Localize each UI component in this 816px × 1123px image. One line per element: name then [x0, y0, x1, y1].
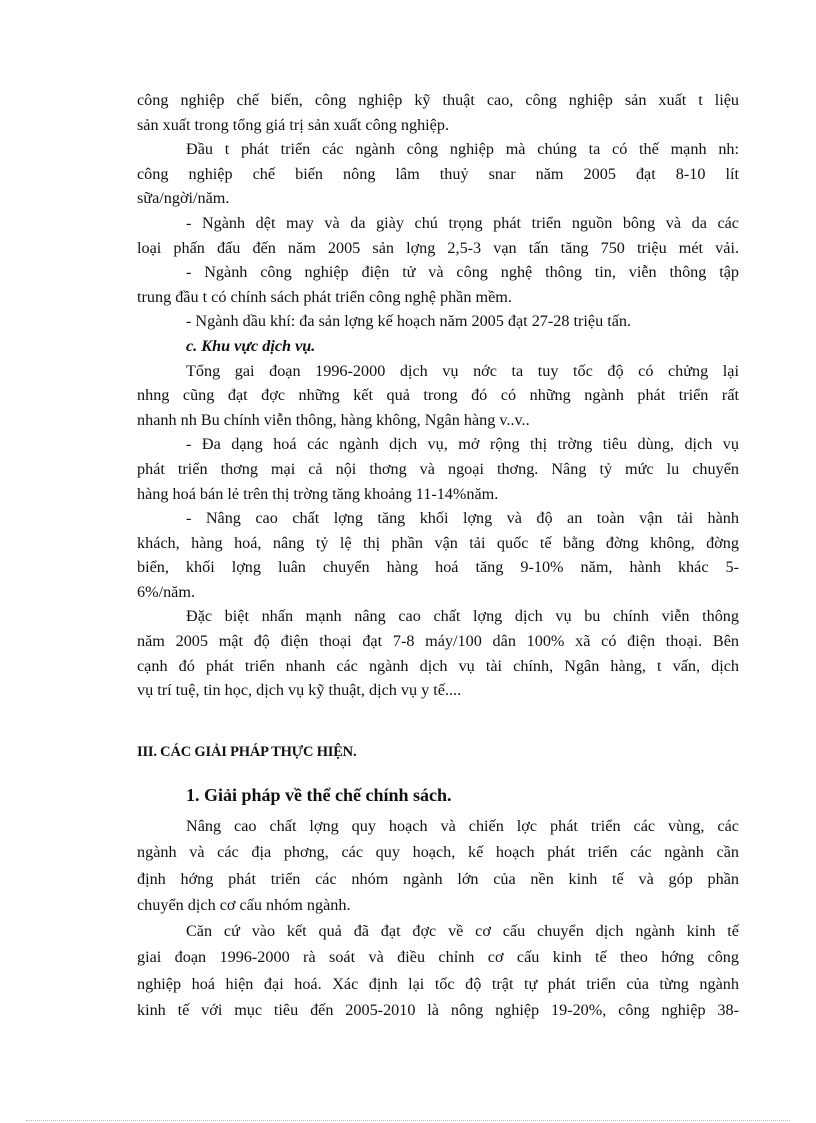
- text-line: khách, hàng hoá, nâng tỷ lệ thị phần vận tải quốc tế bằng đờng không, đờng: [137, 533, 739, 552]
- text-line: sản xuất trong tổng giá trị sản xuất công nghiệp.: [137, 115, 449, 134]
- text-line: trung đầu t có chính sách phát triển công nghệ phần mềm.: [137, 287, 512, 306]
- text-line: cạnh đó phát triển nhanh các ngành dịch vụ tài chính, Ngân hàng, t vấn, dịch: [137, 656, 739, 675]
- text-line: sữa/ngời/năm.: [137, 189, 230, 208]
- text-line: 6%/năm.: [137, 582, 195, 601]
- text-line: công nghiệp chế biến nông lâm thuỷ snar năm 2005 đạt 8-10 lít: [137, 164, 739, 183]
- subsection-title: c. Khu vực dịch vụ.: [186, 336, 316, 355]
- text-line: Căn cứ vào kết quả đã đạt đợc về cơ cấu chuyển dịch ngành kinh tế: [186, 922, 739, 941]
- text-line: chuyển dịch cơ cấu nhóm ngành.: [137, 895, 351, 914]
- text-line: Đặc biệt nhấn mạnh nâng cao chất lợng dịch vụ bu chính viễn thông: [186, 607, 739, 626]
- text-line: vụ trí tuệ, tin học, dịch vụ kỹ thuật, dịch vụ y tế....: [137, 681, 462, 700]
- text-line: giai đoạn 1996-2000 rà soát và điều chỉnh cơ cấu kinh tế theo hớng công: [137, 948, 739, 967]
- text-line: - Đa dạng hoá các ngành dịch vụ, mở rộng thị trờng tiêu dùng, dịch vụ: [186, 435, 739, 454]
- text-line: kinh tế với mục tiêu đến 2005-2010 là nông nghiệp 19-20%, công nghiệp 38-: [137, 1001, 739, 1020]
- text-line: - Ngành dầu khí: đa sản lợng kế hoạch năm 2005 đạt 27-28 triệu tấn.: [186, 312, 632, 331]
- text-line: biển, khối lợng luân chuyển hàng hoá tăng 9-10% năm, hành khác 5-: [137, 558, 739, 577]
- page-footer-rule: [26, 1120, 790, 1121]
- text-line: Nâng cao chất lợng quy hoạch và chiến lợc phát triển các vùng, các: [186, 817, 739, 835]
- text-line: định hớng phát triển các nhóm ngành lớn của nền kinh tế và góp phần: [137, 869, 739, 888]
- text-line: nhanh nh Bu chính viễn thông, hàng không, Ngân hàng v..v..: [137, 410, 530, 429]
- text-line: phát triển thơng mại cả nội thơng và ngoại thơng. Nâng tỷ mức lu chuyển: [137, 459, 739, 478]
- body-text-block-1: [137, 88, 739, 703]
- section-heading: III. CÁC GIẢI PHÁP THỰC HIỆN.: [137, 744, 357, 760]
- text-line: hàng hoá bán lẻ trên thị trờng tăng khoảng 11-14%năm.: [137, 484, 499, 503]
- text-line: Đầu t phát triển các ngành công nghiệp mà chúng ta có thế mạnh nh:: [186, 140, 739, 159]
- text-line: năm 2005 mật độ điện thoại đạt 7-8 máy/100 dân 100% xã có điện thoại. Bên: [137, 632, 739, 651]
- text-line: - Ngành dệt may và da giày chú trọng phát triển nguồn bông và da các: [186, 213, 739, 232]
- subsection-heading: 1. Giải pháp về thể chế chính sách.: [186, 785, 452, 805]
- text-line: công nghiệp chế biến, công nghiệp kỹ thuật cao, công nghiệp sản xuất t liệu: [137, 91, 739, 109]
- text-line: - Nâng cao chất lợng tăng khối lợng và độ an toàn vận tải hành: [186, 509, 739, 528]
- text-line: Tổng gai đoạn 1996-2000 dịch vụ nớc ta tuy tốc độ có chửng lại: [186, 361, 739, 380]
- text-line: nhng cũng đạt đợc những kết quả trong đó có những ngành phát triển rất: [137, 386, 739, 405]
- text-line: nghiệp hoá hiện đại hoá. Xác định lại tốc độ trật tự phát triển của từng ngành: [137, 974, 739, 993]
- body-text-block-2: [137, 813, 739, 1023]
- text-line: ngành và các địa phơng, các quy hoạch, kế hoạch phát triển các ngành cần: [137, 843, 739, 862]
- text-line: loại phấn đấu đến năm 2005 sản lợng 2,5-3 vạn tấn tăng 750 triệu mét vải.: [137, 238, 739, 257]
- text-line: - Ngành công nghiệp điện tử và công nghệ thông tin, viễn thông tập: [186, 263, 739, 282]
